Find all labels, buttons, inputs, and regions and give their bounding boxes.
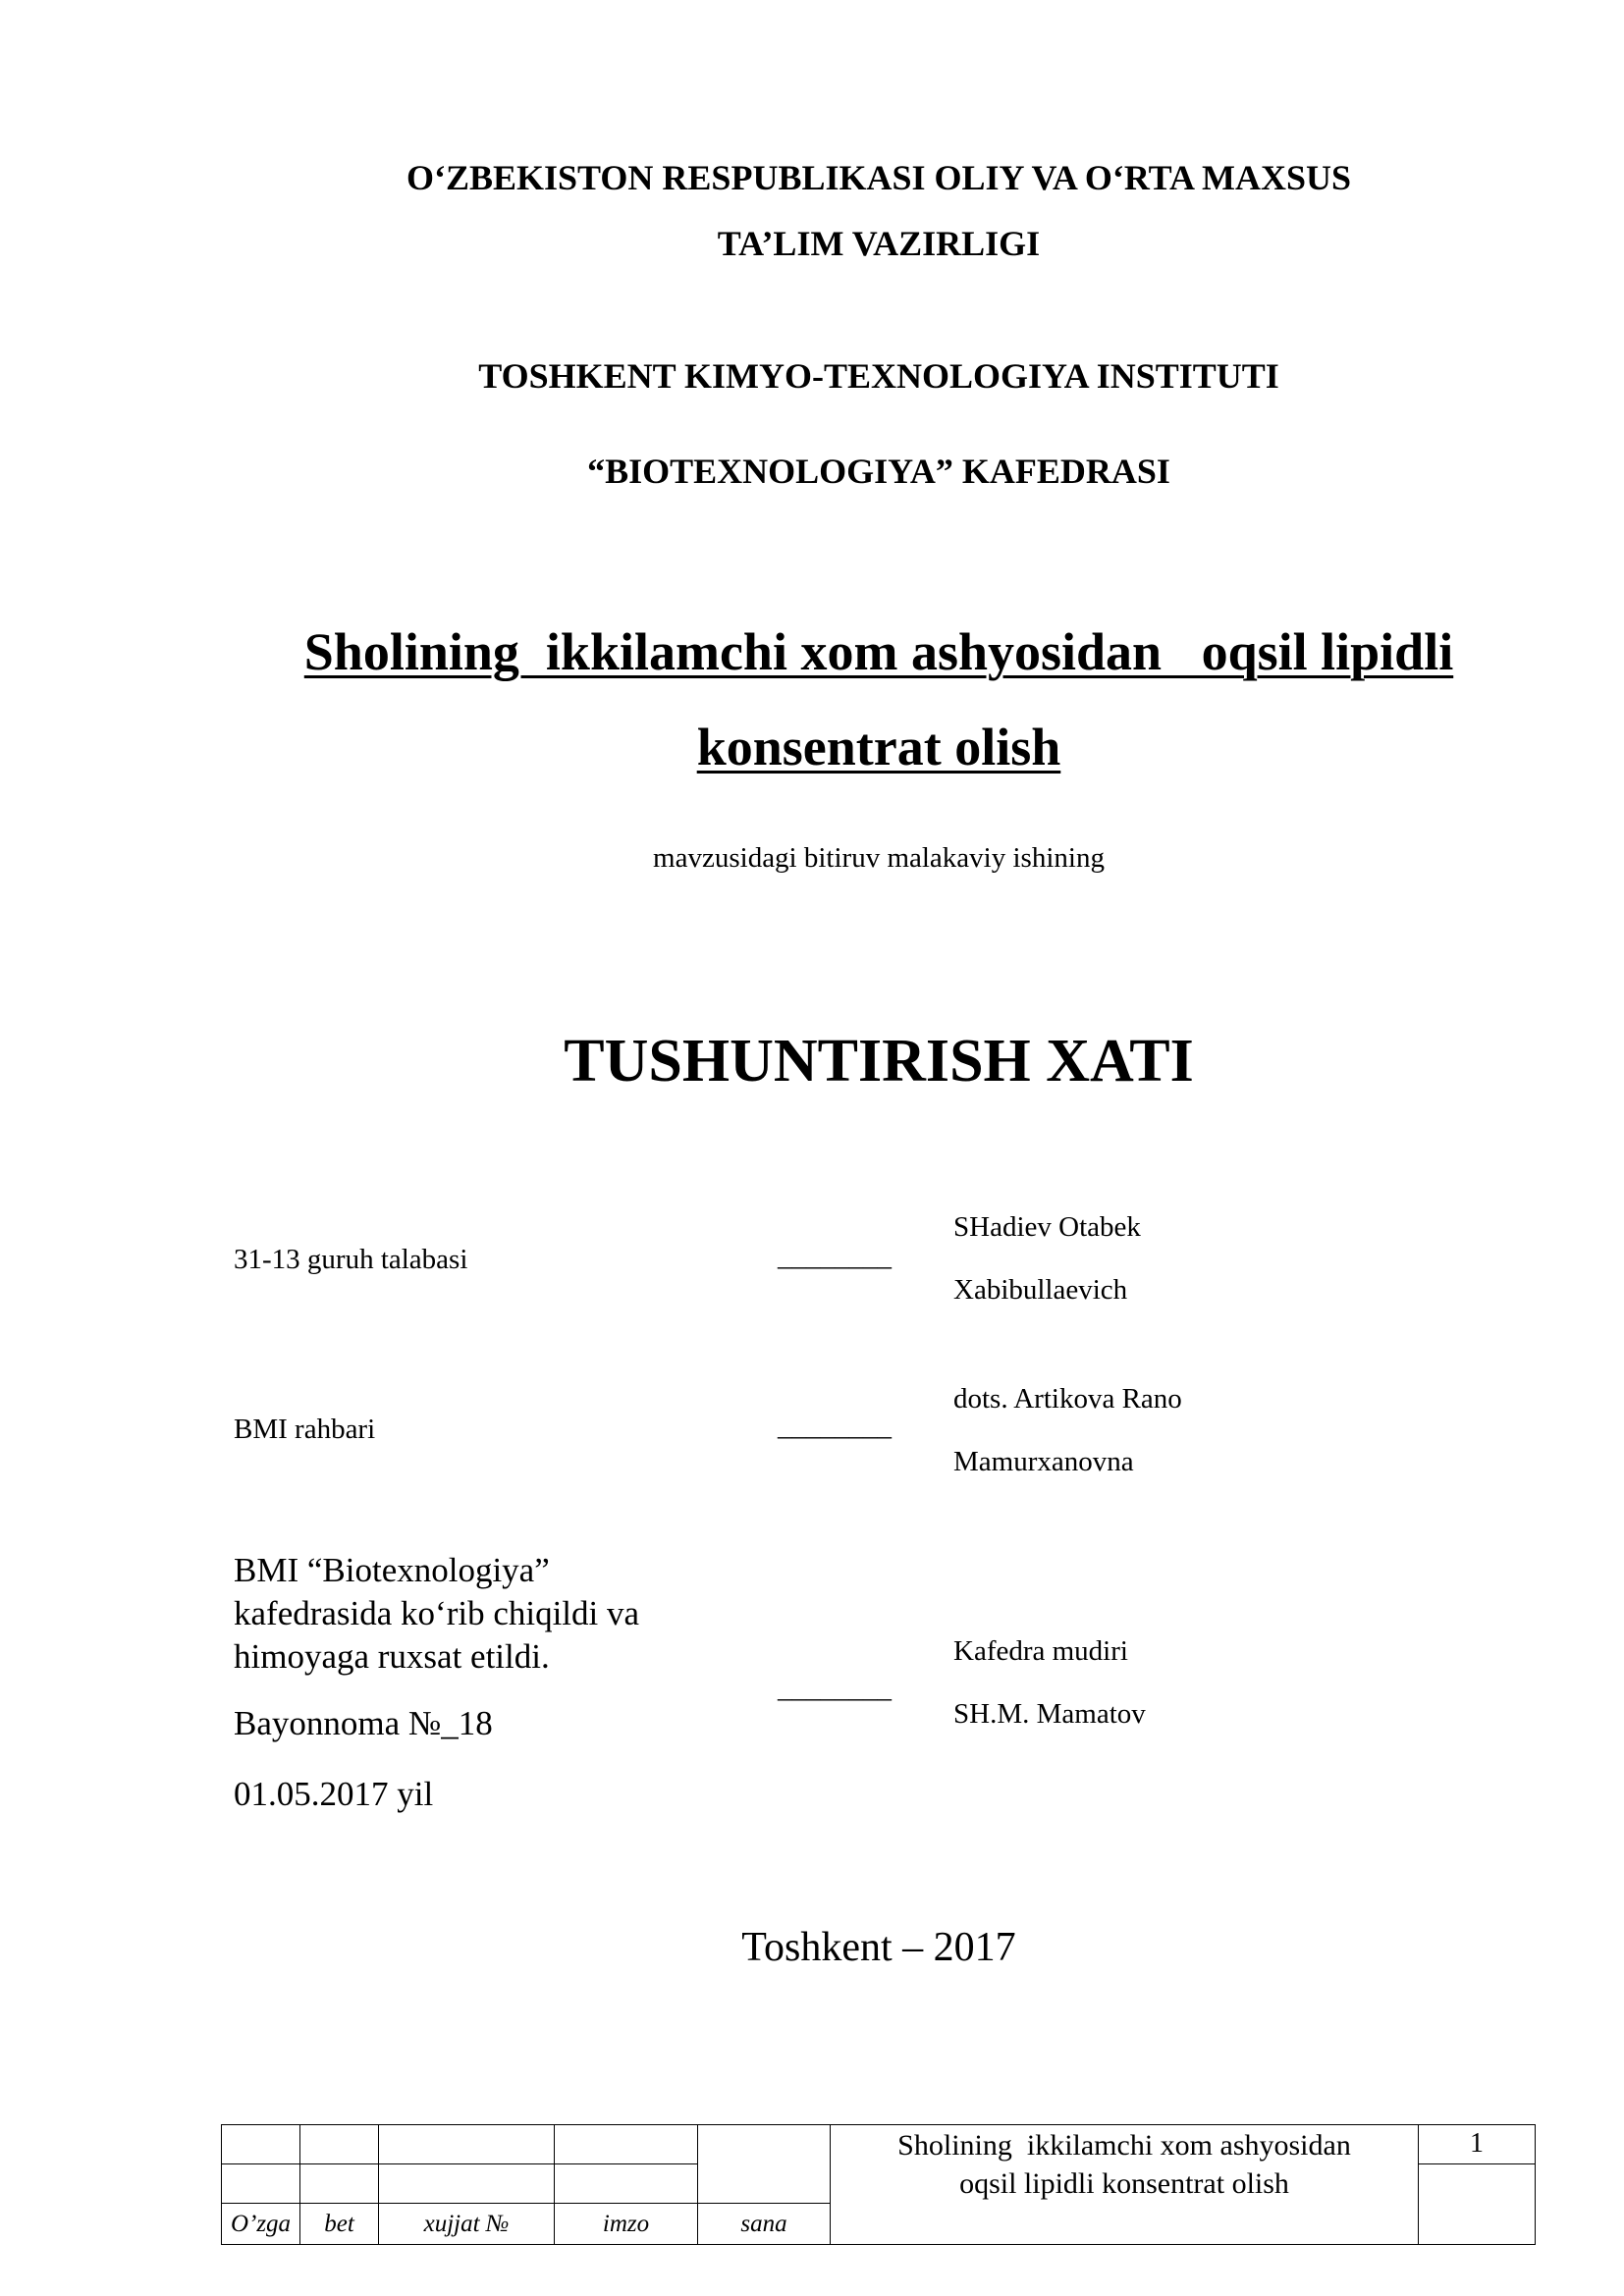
student-signature-line: ________: [778, 1241, 892, 1272]
stamp-cell: [378, 2163, 555, 2204]
student-role: 31-13 guruh talabasi: [234, 1244, 468, 1275]
head-role: Kafedra mudiri: [953, 1635, 1128, 1667]
stamp-label-sheet: bet: [324, 2211, 354, 2237]
document-title: TUSHUNTIRISH XATI: [564, 1028, 1194, 1095]
stamp-title-line-2: oqsil lipidli konsentrat olish: [959, 2167, 1289, 2200]
stamp-label-document: xujjat №: [423, 2211, 510, 2237]
topic-line-1: Sholining ikkilamchi xom ashyosidan oqsil lipidli: [303, 622, 1454, 681]
student-name-line-1: SHadiev Otabek: [953, 1211, 1141, 1243]
stamp-cell: [221, 2163, 300, 2204]
department-name: “BIOTEXNOLOGIYA” KAFEDRASI: [587, 452, 1170, 491]
stamp-cell: [554, 2124, 698, 2164]
stamp-cell: [221, 2124, 300, 2164]
stamp-cell: [378, 2124, 555, 2164]
stamp-label-change: O’zga: [230, 2211, 292, 2237]
approval-text-line-2: kafedrasida ko‘rib chiqildi va: [234, 1594, 640, 1632]
stamp-cell: [299, 2124, 379, 2164]
head-signature-line: ________: [778, 1673, 892, 1704]
stamp-title-line-1: Sholining ikkilamchi xom ashyosidan: [897, 2129, 1351, 2162]
approval-text-line-1: BMI “Biotexnologiya”: [234, 1551, 550, 1589]
stamp-label-date: sana: [740, 2211, 787, 2237]
stamp-page-number: 1: [1470, 2128, 1484, 2159]
head-name: SH.M. Mamatov: [953, 1698, 1146, 1730]
topic-subtitle: mavzusidagi bitiruv malakaviy ishining: [653, 842, 1105, 874]
supervisor-role: BMI rahbari: [234, 1414, 376, 1445]
supervisor-name-line-2: Mamurxanovna: [953, 1446, 1134, 1477]
stamp-cell: [299, 2163, 379, 2204]
approval-date: 01.05.2017 yil: [234, 1775, 434, 1813]
supervisor-signature-line: ________: [778, 1411, 892, 1442]
supervisor-name-line-1: dots. Artikova Rano: [953, 1383, 1182, 1415]
stamp-cell: [1418, 2163, 1536, 2245]
stamp-cell: [554, 2163, 698, 2204]
topic-title: [226, 621, 1532, 682]
approval-text-line-3: himoyaga ruxsat etildi.: [234, 1637, 550, 1676]
stamp-table: [221, 2124, 1536, 2245]
approval-protocol: Bayonnoma №_18: [234, 1704, 493, 1742]
topic-line-2: konsentrat olish: [696, 718, 1061, 776]
student-name-line-2: Xabibullaevich: [953, 1274, 1128, 1306]
city-year: Toshkent – 2017: [741, 1925, 1016, 1970]
ministry-line-1: O‘ZBEKISTON RESPUBLIKASI OLIY VA O‘RTA MAXSUS: [406, 158, 1351, 197]
stamp-cell: [697, 2124, 831, 2204]
institute-name: TOSHKENT KIMYO-TEXNOLOGIYA INSTITUTI: [478, 356, 1279, 396]
stamp-label-signature: imzo: [602, 2211, 650, 2237]
ministry-line-2: TA’LIM VAZIRLIGI: [717, 224, 1041, 263]
